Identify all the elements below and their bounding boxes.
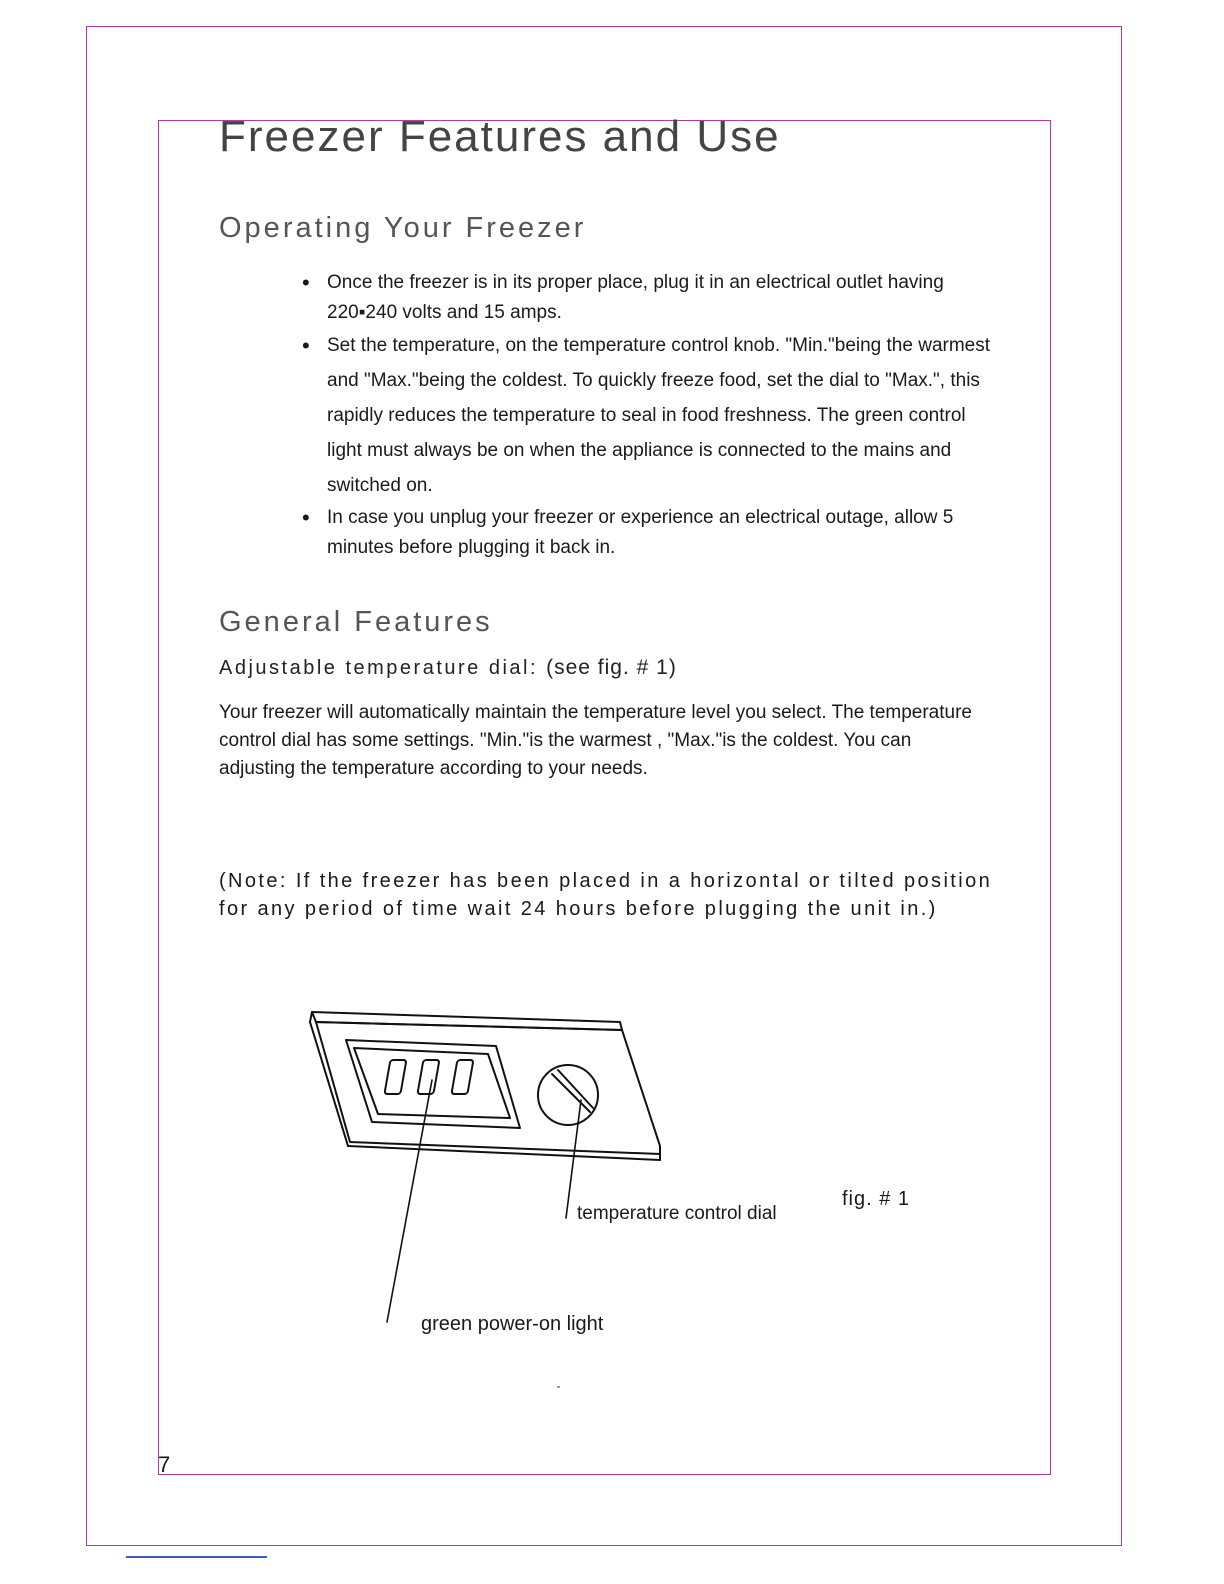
page-title: Freezer Features and Use	[219, 112, 781, 161]
operating-bullet-list	[300, 268, 1000, 563]
panel-edge	[310, 1022, 348, 1146]
dial-callout-label: temperature control dial	[577, 1203, 777, 1224]
temperature-dial-subheading	[219, 656, 677, 680]
indicator-light-1	[384, 1060, 406, 1094]
panel-top-face	[312, 1012, 622, 1030]
dial-leader-line	[566, 1100, 581, 1218]
general-features-paragraph: Your freezer will automatically maintain the temperature level you select. The temperature control dial has some settings. "Min."is the warmest , "Max."is the coldest. You can adjusting the temperature according to your needs.	[219, 702, 972, 779]
page-number: 7	[158, 1452, 171, 1477]
indicator-light-3	[451, 1060, 473, 1094]
note-paragraph: (Note: If the freezer has been placed in a horizontal or tilted position for any period of time wait 24 hours before plugging the unit in.)	[219, 870, 993, 920]
indicator-light-2	[417, 1060, 439, 1094]
stray-mark	[557, 1386, 560, 1388]
subheading-text: Adjustable temperature dial:	[219, 657, 539, 679]
bullet-item: • In case you unplug your freezer or experience an electrical outage, allow 5 minutes before plugging it back in.	[300, 503, 1000, 563]
bullet-item: • Once the freezer is in its proper place, plug it in an electrical outlet having 220▪240 volts and 15 amps.	[300, 268, 1000, 328]
temperature-dial-icon	[538, 1065, 598, 1125]
bullet-item: • Set the temperature, on the temperature control knob. "Min."being the warmest and "Max."being the coldest. To quickly freeze food, set the dial to "Max.", this rapidly reduces the temperature to seal in food freshness. The green control light must always be on when the appliance is connected to the mains and switched on.	[300, 328, 1000, 503]
operating-heading: Operating Your Freezer	[219, 212, 587, 244]
panel-edge	[310, 1012, 312, 1022]
control-panel-illustration	[300, 1000, 680, 1340]
footer-rule	[126, 1556, 267, 1558]
dial-pointer	[552, 1074, 590, 1112]
light-leader-line	[387, 1080, 432, 1322]
figure-caption: fig. # 1	[842, 1188, 911, 1210]
light-callout-label: green power-on light	[421, 1313, 604, 1335]
figure-reference: (see fig. # 1)	[546, 656, 677, 679]
dial-pointer	[558, 1070, 593, 1108]
general-features-heading: General Features	[219, 606, 493, 638]
